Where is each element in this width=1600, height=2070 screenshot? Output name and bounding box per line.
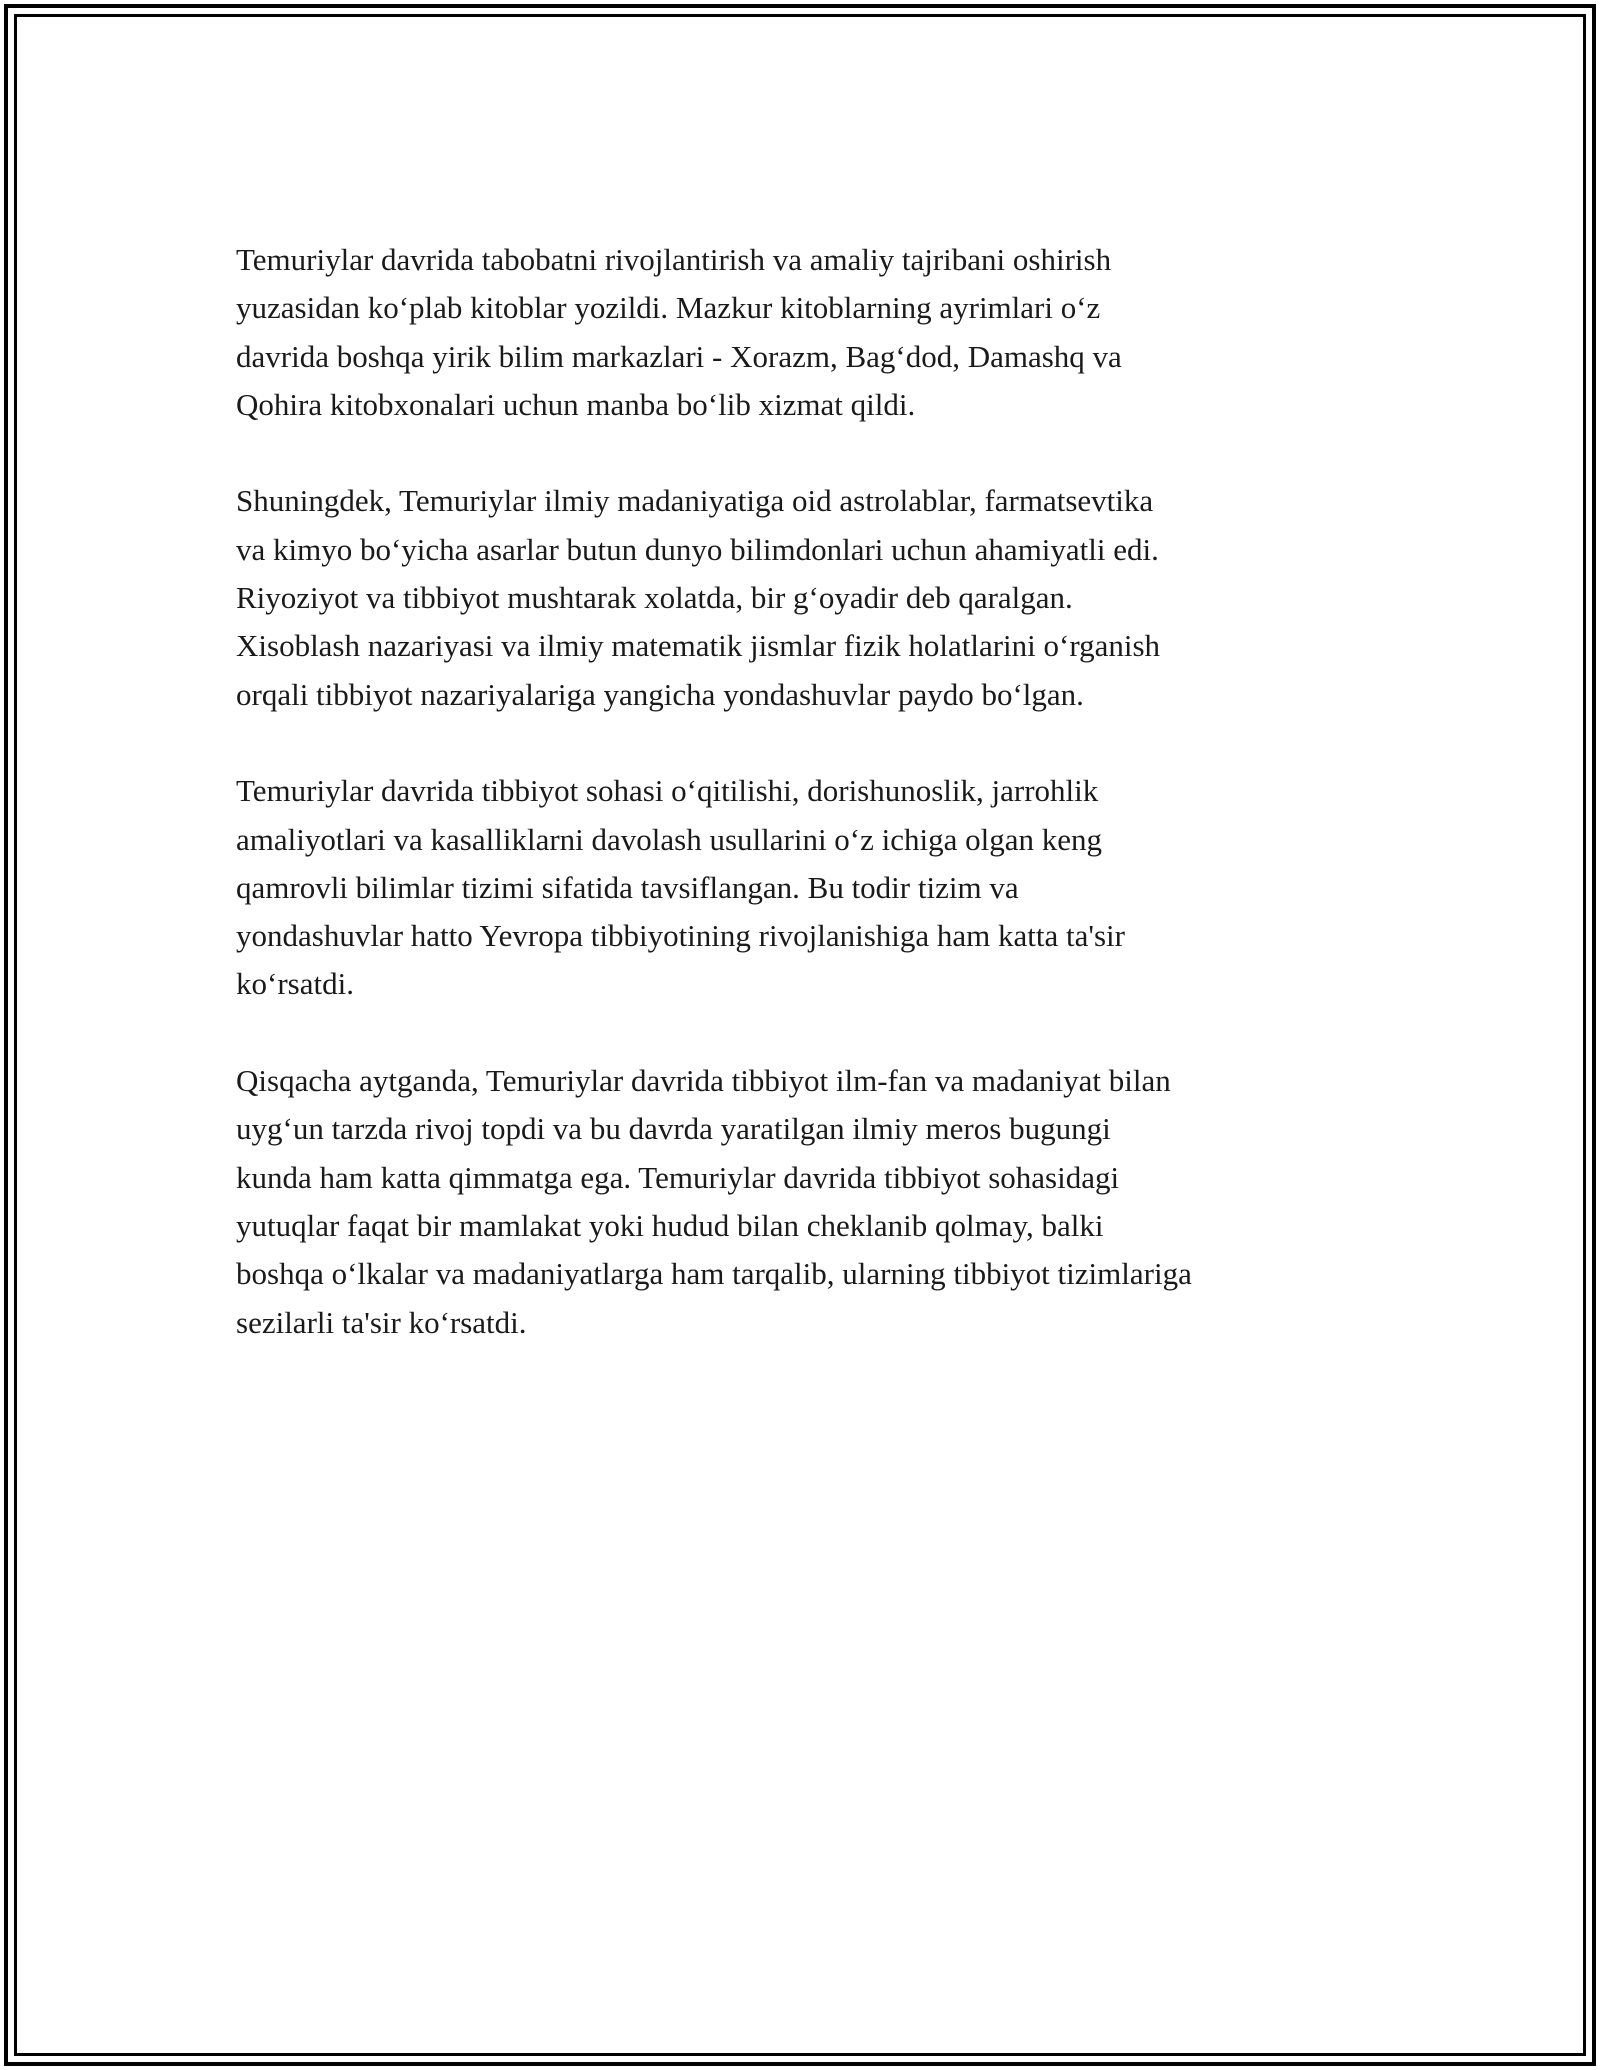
- text-line: qamrovli bilimlar tizimi sifatida tavsiflangan. Bu todir tizim va: [236, 869, 1019, 905]
- paragraph-2: [236, 477, 1376, 718]
- text-line: davrida boshqa yirik bilim markazlari - Xorazm, Bag‘dod, Damashq va: [236, 338, 1122, 374]
- text-line: ko‘rsatdi.: [236, 966, 354, 1002]
- text-line: va kimyo bo‘yicha asarlar butun dunyo bilimdonlari uchun ahamiyatli edi.: [236, 531, 1159, 567]
- document-body: [236, 236, 1376, 1395]
- text-line: Shuningdek, Temuriylar ilmiy madaniyatiga oid astrolablar, farmatsevtika: [236, 483, 1154, 519]
- text-line: kunda ham katta qimmatga ega. Temuriylar davrida tibbiyot sohasidagi: [236, 1159, 1120, 1195]
- text-line: yondashuvlar hatto Yevropa tibbiyotining rivojlanishiga ham katta ta'sir: [236, 918, 1125, 954]
- paragraph-1: [236, 236, 1376, 429]
- paragraph-4: [236, 1057, 1376, 1347]
- text-line: amaliyotlari va kasalliklarni davolash usullarini o‘z ichiga olgan keng: [236, 821, 1103, 857]
- text-line: Temuriylar davrida tibbiyot sohasi o‘qitilishi, dorishunoslik, jarrohlik: [236, 773, 1099, 809]
- text-line: orqali tibbiyot nazariyalariga yangicha yondashuvlar paydo bo‘lgan.: [236, 676, 1084, 712]
- text-line: sezilarli ta'sir ko‘rsatdi.: [236, 1304, 527, 1340]
- text-line: Qohira kitobxonalari uchun manba bo‘lib xizmat qildi.: [236, 386, 916, 422]
- text-line: uyg‘un tarzda rivoj topdi va bu davrda yaratilgan ilmiy meros bugungi: [236, 1111, 1111, 1147]
- text-line: yutuqlar faqat bir mamlakat yoki hudud bilan cheklanib qolmay, balki: [236, 1207, 1104, 1243]
- text-line: Xisoblash nazariyasi va ilmiy matematik jismlar fizik holatlarini o‘rganish: [236, 628, 1161, 664]
- text-line: Riyoziyot va tibbiyot mushtarak xolatda, bir g‘oyadir deb qaralgan.: [236, 580, 1073, 616]
- paragraph-3: [236, 767, 1376, 1008]
- text-line: Temuriylar davrida tabobatni rivojlantirish va amaliy tajribani oshirish: [236, 242, 1112, 277]
- text-line: yuzasidan ko‘plab kitoblar yozildi. Mazkur kitoblarning ayrimlari o‘z: [236, 290, 1101, 326]
- text-line: Qisqacha aytganda, Temuriylar davrida tibbiyot ilm-fan va madaniyat bilan: [236, 1063, 1171, 1099]
- text-line: boshqa o‘lkalar va madaniyatlarga ham tarqalib, ularning tibbiyot tizimlariga: [236, 1256, 1192, 1292]
